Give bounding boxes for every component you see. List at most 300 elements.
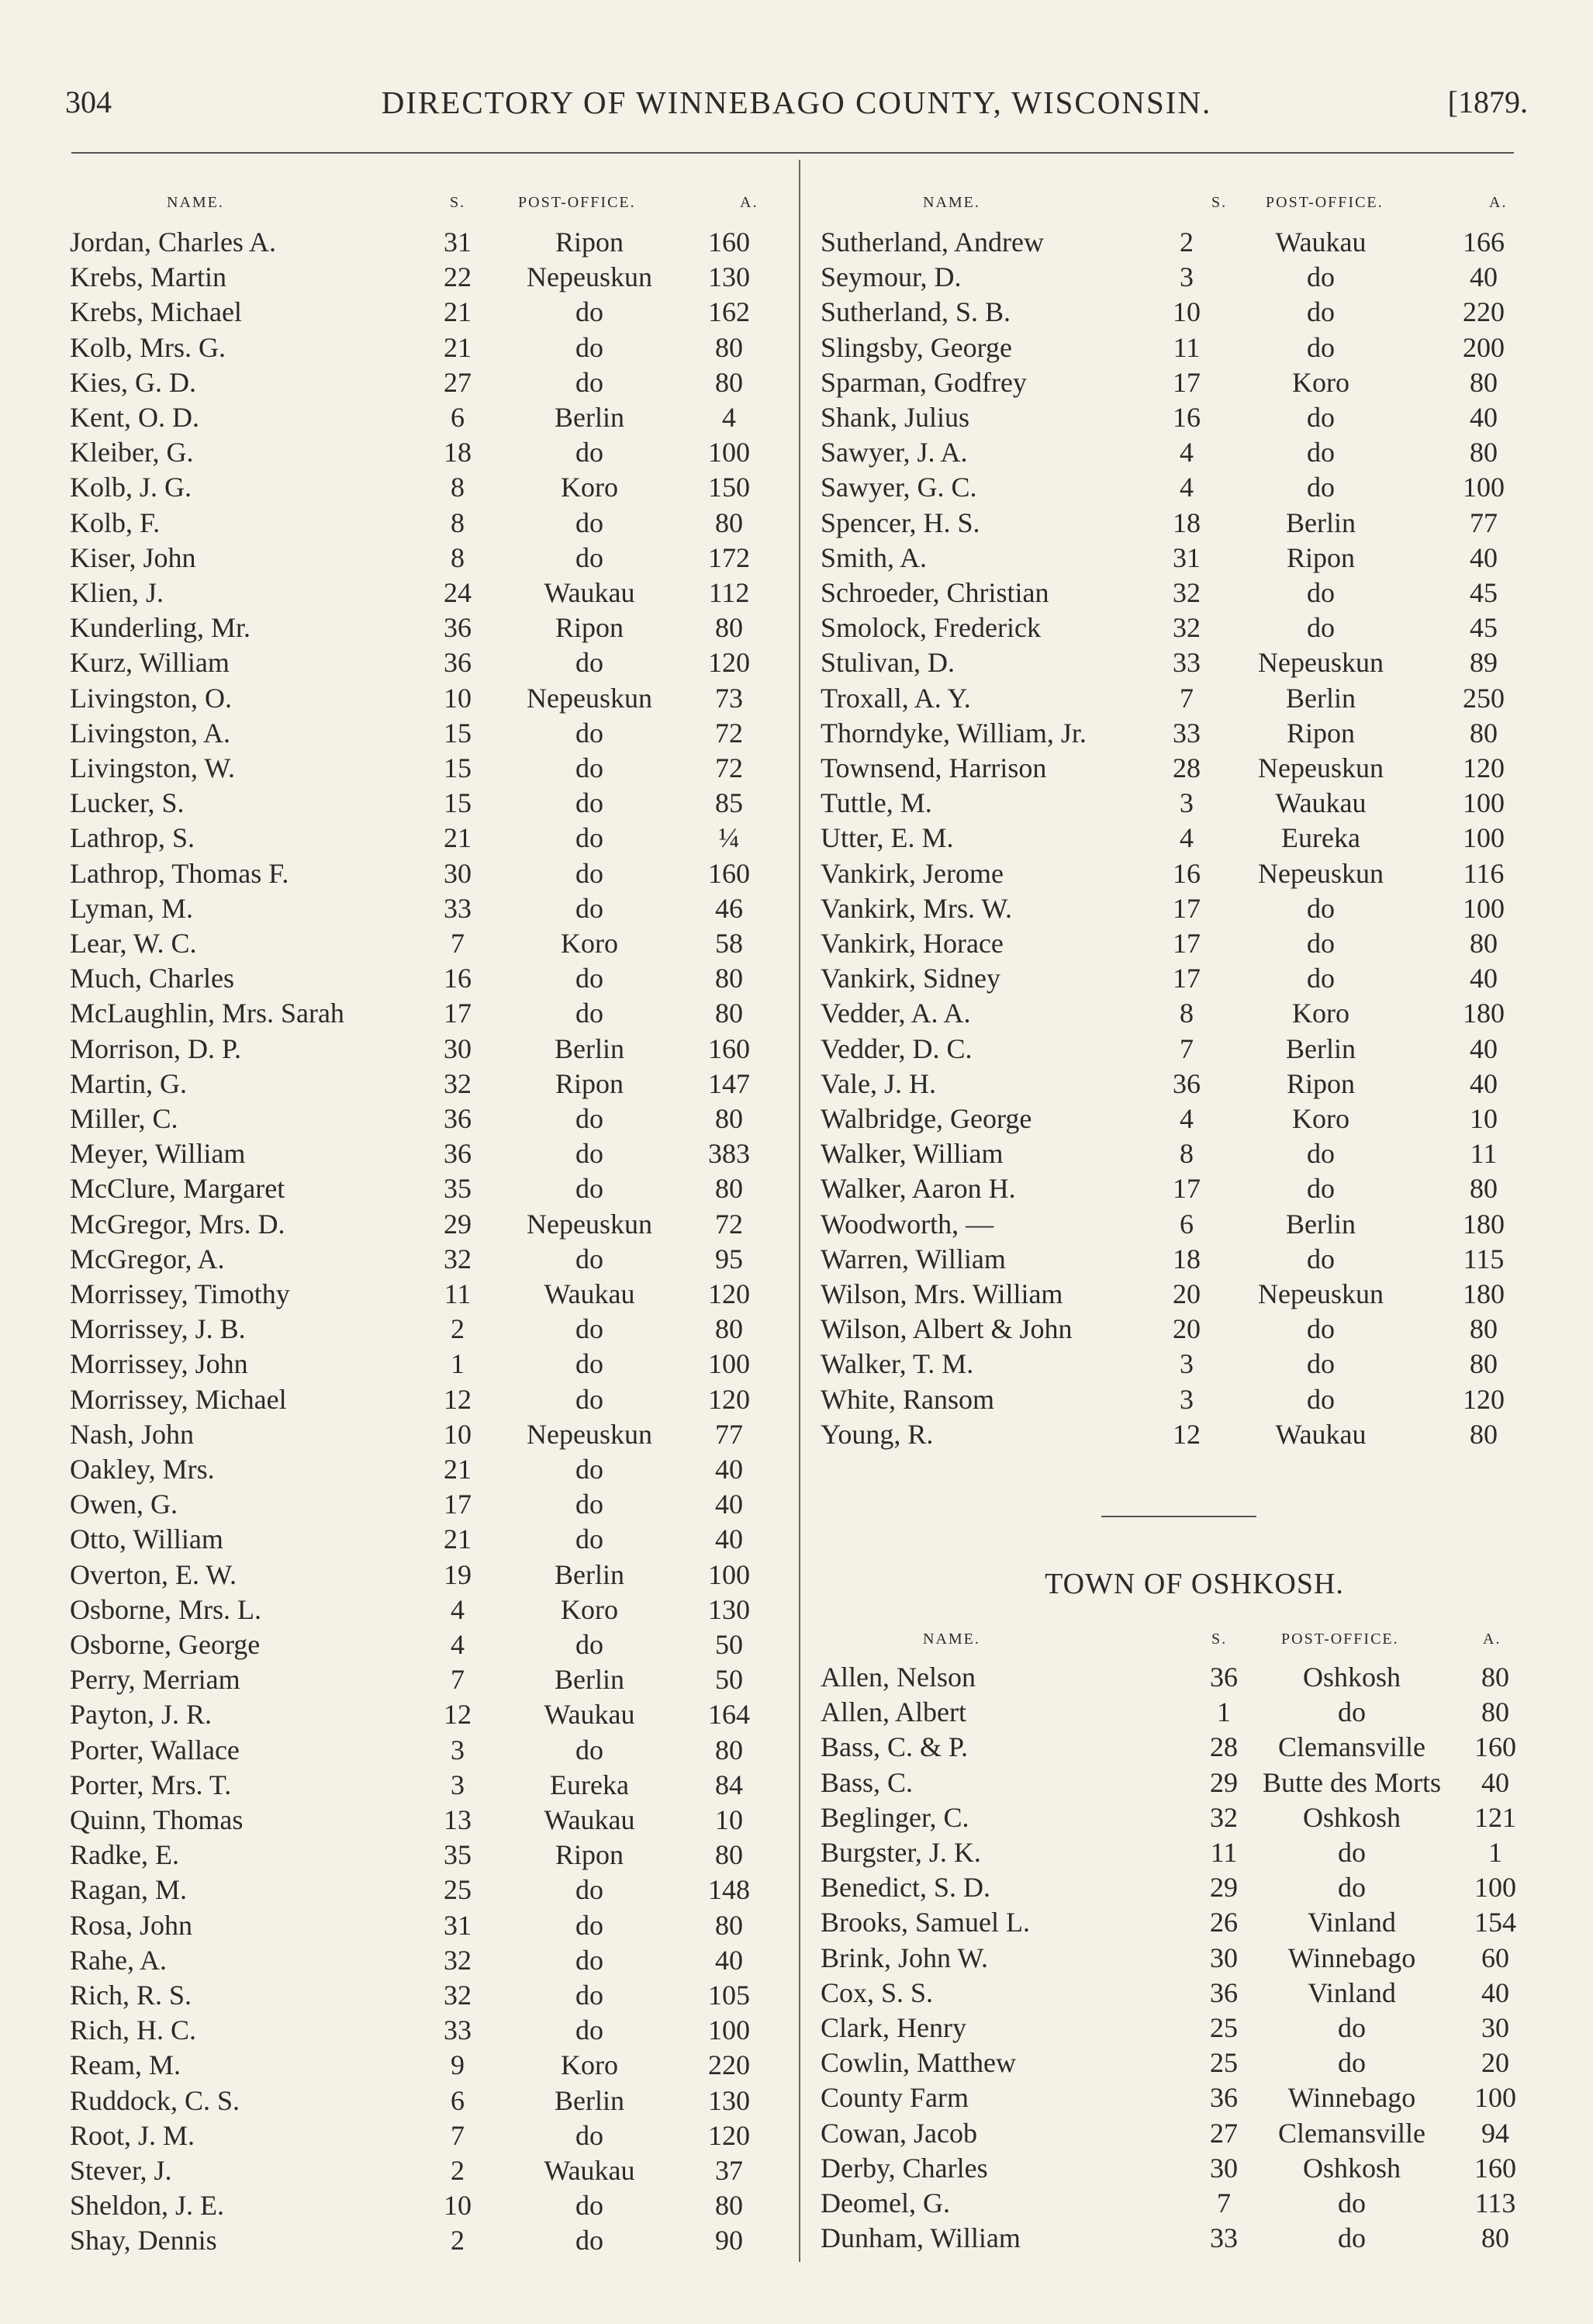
entry-post-office: Nepeuskun [527, 1208, 652, 1240]
entry-acres: 45 [1470, 612, 1498, 644]
entry-section: 17 [444, 1489, 472, 1520]
entry-section: 19 [444, 1558, 472, 1590]
entry-section: 16 [1173, 857, 1201, 889]
entry-acres: 40 [1470, 402, 1498, 433]
directory-row [821, 1976, 1526, 2011]
directory-row [821, 926, 1526, 961]
entry-section: 36 [1210, 1976, 1238, 2008]
entry-section: 28 [1173, 752, 1201, 783]
entry-name: Livingston, W. [70, 752, 236, 783]
entry-section: 35 [444, 1173, 472, 1205]
directory-row [821, 1067, 1526, 1101]
directory-row [70, 365, 768, 400]
entry-section: 8 [1180, 998, 1194, 1029]
entry-post-office: Butte des Morts [1263, 1766, 1441, 1798]
entry-acres: 80 [1470, 1418, 1498, 1450]
entry-name: Oakley, Mrs. [70, 1454, 215, 1485]
entry-acres: 130 [708, 261, 750, 293]
directory-row [70, 1662, 768, 1697]
directory-row [70, 681, 768, 716]
entry-section: 3 [451, 1734, 465, 1765]
directory-row [70, 330, 768, 365]
entry-name: Lucker, S. [70, 787, 185, 819]
entry-post-office: Ripon [1286, 1067, 1355, 1099]
entry-section: 3 [451, 1769, 465, 1800]
entry-acres: 40 [1470, 261, 1498, 293]
entry-acres: 250 [1463, 682, 1505, 714]
directory-row [70, 786, 768, 821]
directory-row [70, 996, 768, 1031]
entry-acres: 120 [708, 2119, 750, 2151]
entry-post-office: do [1307, 612, 1335, 644]
entry-name: Lyman, M. [70, 892, 193, 924]
entry-name: Miller, C. [70, 1103, 178, 1134]
entry-post-office: do [575, 1243, 603, 1274]
entry-section: 11 [1210, 1837, 1238, 1868]
entry-name: Deomel, G. [821, 2187, 950, 2219]
town-of-oshkosh-title: TOWN OF OSHKOSH. [1045, 1568, 1344, 1600]
entry-acres: 45 [1470, 577, 1498, 608]
entry-section: 33 [1173, 717, 1201, 749]
entry-acres: 80 [715, 963, 743, 994]
entry-post-office: do [1307, 928, 1335, 959]
entry-section: 6 [451, 2084, 465, 2116]
entry-name: Osborne, George [70, 1629, 261, 1660]
entry-section: 35 [444, 1839, 472, 1871]
entry-section: 8 [1180, 1138, 1194, 1170]
entry-name: Vankirk, Sidney [821, 963, 1000, 994]
section-separator [1101, 1516, 1256, 1517]
entry-section: 30 [1210, 1942, 1238, 1973]
directory-row [70, 1452, 768, 1487]
directory-row [821, 1171, 1526, 1206]
directory-row [70, 1487, 768, 1522]
directory-row [821, 330, 1526, 365]
entry-acres: 80 [715, 1909, 743, 1941]
entry-name: Wilson, Albert & John [821, 1313, 1073, 1345]
entry-section: 29 [1210, 1766, 1238, 1798]
directory-row [70, 2048, 768, 2083]
entry-name: Bass, C. & P. [821, 1731, 969, 1763]
entry-acres: 11 [1470, 1138, 1498, 1170]
entry-post-office: do [1307, 963, 1335, 994]
entry-post-office: Berlin [555, 1032, 624, 1064]
entry-acres: 116 [1463, 857, 1505, 889]
entry-name: Vankirk, Jerome [821, 857, 1004, 889]
entry-post-office: do [575, 1980, 603, 2011]
entry-post-office: Ripon [1286, 717, 1355, 749]
entry-post-office: do [1307, 892, 1335, 924]
entry-section: 11 [1173, 331, 1201, 363]
entry-acres: 20 [1481, 2047, 1509, 2079]
entry-name: Sheldon, J. E. [70, 2190, 225, 2222]
directory-row [821, 786, 1526, 821]
directory-row [70, 1417, 768, 1452]
entry-section: 7 [1180, 1032, 1194, 1064]
directory-row [821, 2186, 1526, 2221]
directory-row [70, 506, 768, 541]
entry-acres: 58 [715, 928, 743, 959]
entry-post-office: Koro [561, 472, 618, 503]
entry-section: 8 [451, 507, 465, 538]
right-header-acres: A. [1489, 194, 1508, 211]
entry-name: Otto, William [70, 1523, 223, 1555]
entry-post-office: do [575, 822, 603, 854]
entry-section: 22 [444, 261, 472, 293]
entry-acres: ¼ [718, 822, 740, 854]
entry-acres: 100 [1463, 472, 1505, 503]
entry-section: 17 [1173, 963, 1201, 994]
entry-post-office: do [575, 998, 603, 1029]
entry-post-office: do [575, 1383, 603, 1415]
directory-row [70, 1978, 768, 2013]
directory-row [821, 1941, 1526, 1976]
entry-name: Burgster, J. K. [821, 1837, 981, 1868]
entry-acres: 85 [715, 787, 743, 819]
entry-section: 25 [444, 1874, 472, 1906]
entry-name: Shank, Julius [821, 402, 970, 433]
entry-name: Kies, G. D. [70, 366, 196, 398]
entry-post-office: do [1338, 2187, 1366, 2219]
directory-row [70, 2153, 768, 2188]
entry-section: 33 [1210, 2222, 1238, 2254]
directory-row [70, 1697, 768, 1732]
entry-name: Kurz, William [70, 647, 230, 679]
entry-section: 33 [444, 2014, 472, 2046]
entry-post-office: Koro [1292, 366, 1349, 398]
directory-row [821, 1800, 1526, 1835]
entry-acres: 80 [1470, 1173, 1498, 1205]
directory-row [70, 1242, 768, 1277]
entry-section: 12 [1173, 1418, 1201, 1450]
directory-row [70, 1136, 768, 1171]
entry-section: 32 [444, 1980, 472, 2011]
directory-row [70, 1101, 768, 1136]
entry-name: Morrissey, Timothy [70, 1278, 290, 1309]
entry-name: Slingsby, George [821, 331, 1012, 363]
entry-name: Vale, J. H. [821, 1067, 936, 1099]
entry-section: 4 [451, 1629, 465, 1660]
entry-name: Beglinger, C. [821, 1801, 969, 1833]
directory-row [821, 1417, 1526, 1452]
entry-acres: 80 [715, 507, 743, 538]
entry-name: Sutherland, Andrew [821, 227, 1044, 258]
entry-post-office: do [575, 752, 603, 783]
directory-row [821, 2046, 1526, 2080]
entry-name: Troxall, A. Y. [821, 682, 971, 714]
entry-name: Townsend, Harrison [821, 752, 1047, 783]
entry-name: Porter, Wallace [70, 1734, 240, 1765]
entry-section: 32 [444, 1944, 472, 1976]
entry-acres: 148 [708, 1874, 750, 1906]
entry-name: Walker, Aaron H. [821, 1173, 1016, 1205]
entry-acres: 60 [1481, 1942, 1509, 1973]
entry-section: 27 [444, 366, 472, 398]
entry-name: Vedder, D. C. [821, 1032, 973, 1064]
entry-section: 11 [444, 1278, 472, 1309]
entry-section: 17 [1173, 892, 1201, 924]
entry-section: 17 [444, 998, 472, 1029]
entry-name: Bass, C. [821, 1766, 914, 1798]
entry-acres: 100 [708, 1558, 750, 1590]
entry-acres: 164 [708, 1699, 750, 1731]
entry-name: Kent, O. D. [70, 402, 199, 433]
entry-section: 12 [444, 1383, 472, 1415]
entry-name: Livingston, O. [70, 682, 233, 714]
directory-row [821, 716, 1526, 751]
entry-post-office: Waukau [544, 1804, 635, 1835]
entry-post-office: do [575, 1734, 603, 1765]
entry-acres: 80 [715, 1173, 743, 1205]
entry-acres: 220 [708, 2049, 750, 2081]
entry-name: Sawyer, G. C. [821, 472, 977, 503]
page-header [65, 84, 1528, 133]
directory-row [70, 1347, 768, 1382]
entry-post-office: Waukau [1275, 787, 1367, 819]
entry-section: 27 [1210, 2117, 1238, 2149]
entry-post-office: Eureka [550, 1769, 629, 1800]
entry-post-office: Ripon [555, 1839, 624, 1871]
entry-name: Walker, T. M. [821, 1348, 974, 1380]
header-rule [71, 152, 1514, 154]
entry-post-office: do [575, 1909, 603, 1941]
entry-section: 17 [1173, 366, 1201, 398]
entry-name: Brooks, Samuel L. [821, 1907, 1030, 1938]
entry-section: 4 [1180, 472, 1194, 503]
entry-post-office: Ripon [555, 1067, 624, 1099]
entry-section: 31 [1173, 541, 1201, 573]
entry-acres: 162 [708, 296, 750, 328]
entry-section: 25 [1210, 2047, 1238, 2079]
entry-name: Vankirk, Horace [821, 928, 1004, 959]
entry-section: 2 [451, 1313, 465, 1345]
entry-name: Kleiber, G. [70, 437, 194, 469]
entry-name: Brink, John W. [821, 1942, 989, 1973]
entry-acres: 1 [1488, 1837, 1502, 1868]
entry-post-office: do [1307, 437, 1335, 469]
left-header-name: NAME. [167, 194, 224, 211]
entry-acres: 10 [1470, 1103, 1498, 1134]
entry-name: Kunderling, Mr. [70, 612, 251, 644]
entry-post-office: Oshkosh [1302, 2152, 1401, 2184]
directory-row [821, 1730, 1526, 1765]
directory-row [821, 435, 1526, 470]
entry-post-office: do [1338, 2222, 1366, 2254]
entry-acres: 160 [1474, 1731, 1516, 1763]
entry-name: Schroeder, Christian [821, 577, 1049, 608]
entry-section: 36 [444, 612, 472, 644]
entry-post-office: Koro [561, 1593, 618, 1625]
entry-acres: 115 [1463, 1243, 1505, 1274]
directory-row [821, 751, 1526, 786]
entry-acres: 50 [715, 1629, 743, 1660]
entry-section: 29 [1210, 1872, 1238, 1904]
entry-post-office: Berlin [555, 1558, 624, 1590]
entry-name: Kolb, F. [70, 507, 161, 538]
entry-post-office: Nepeuskun [527, 261, 652, 293]
entry-post-office: do [575, 1313, 603, 1345]
entry-acres: 150 [708, 472, 750, 503]
directory-row [70, 856, 768, 891]
entry-section: 1 [1217, 1696, 1231, 1728]
directory-row [821, 1277, 1526, 1312]
entry-section: 7 [451, 2119, 465, 2151]
directory-row [821, 2116, 1526, 2151]
entry-post-office: Clemansville [1278, 1731, 1425, 1763]
entry-post-office: do [1307, 1313, 1335, 1345]
entry-section: 4 [1180, 1103, 1194, 1134]
entry-section: 4 [1180, 822, 1194, 854]
entry-section: 30 [444, 857, 472, 889]
entry-post-office: do [1307, 1383, 1335, 1415]
entry-post-office: do [575, 857, 603, 889]
entry-post-office: do [575, 2014, 603, 2046]
directory-row [70, 1627, 768, 1662]
directory-row [821, 506, 1526, 541]
directory-row [70, 1032, 768, 1067]
entry-section: 29 [444, 1208, 472, 1240]
entry-name: Dunham, William [821, 2222, 1021, 2254]
directory-row [821, 961, 1526, 996]
entry-post-office: do [575, 2190, 603, 2222]
entry-name: Kolb, Mrs. G. [70, 331, 226, 363]
oshkosh-header-acres: A. [1483, 1631, 1501, 1648]
directory-row [70, 1733, 768, 1768]
entry-name: Morrissey, Michael [70, 1383, 287, 1415]
entry-name: Woodworth, — [821, 1208, 994, 1240]
entry-acres: 80 [1470, 437, 1498, 469]
entry-name: Klien, J. [70, 577, 164, 608]
directory-row [821, 2011, 1526, 2046]
entry-section: 18 [1173, 1243, 1201, 1274]
directory-row [70, 645, 768, 680]
oshkosh-header-section: S. [1211, 1631, 1228, 1648]
entry-section: 3 [1180, 1383, 1194, 1415]
entry-acres: 80 [715, 366, 743, 398]
entry-post-office: Waukau [544, 1278, 635, 1309]
entry-post-office: do [575, 963, 603, 994]
entry-acres: 100 [1463, 822, 1505, 854]
directory-row [70, 1768, 768, 1803]
entry-acres: 80 [715, 1734, 743, 1765]
directory-row [821, 645, 1526, 680]
entry-post-office: Eureka [1281, 822, 1360, 854]
entry-acres: 100 [1474, 2082, 1516, 2114]
entry-name: Quinn, Thomas [70, 1804, 244, 1835]
entry-section: 20 [1173, 1278, 1201, 1309]
entry-post-office: do [575, 1523, 603, 1555]
entry-section: 33 [444, 892, 472, 924]
entry-post-office: Oshkosh [1302, 1801, 1401, 1833]
entry-post-office: Winnebago [1287, 2082, 1416, 2114]
entry-section: 24 [444, 577, 472, 608]
page-number: 304 [65, 85, 112, 119]
entry-acres: 120 [708, 647, 750, 679]
entry-acres: 100 [1463, 787, 1505, 819]
entry-name: Derby, Charles [821, 2152, 988, 2184]
entry-name: Stulivan, D. [821, 647, 955, 679]
directory-row [70, 2118, 768, 2153]
entry-name: Utter, E. M. [821, 822, 954, 854]
entry-post-office: Waukau [1275, 227, 1367, 258]
entry-acres: 77 [715, 1418, 743, 1450]
entry-section: 36 [1173, 1067, 1201, 1099]
entry-post-office: do [575, 1944, 603, 1976]
right-header-name: NAME. [923, 194, 980, 211]
entry-section: 9 [451, 2049, 465, 2081]
entry-section: 31 [444, 227, 472, 258]
entry-section: 6 [451, 402, 465, 433]
entry-post-office: Nepeuskun [1258, 752, 1384, 783]
entry-post-office: do [1338, 1872, 1366, 1904]
directory-row [821, 295, 1526, 330]
entry-acres: 90 [715, 2225, 743, 2257]
page-year: [1879. [1447, 85, 1528, 119]
directory-row [70, 926, 768, 961]
entry-name: Ragan, M. [70, 1874, 187, 1906]
directory-row [821, 1347, 1526, 1382]
entry-acres: 147 [708, 1067, 750, 1099]
entry-section: 32 [1173, 577, 1201, 608]
entry-post-office: do [1338, 2012, 1366, 2043]
entry-acres: 105 [708, 1980, 750, 2011]
entry-section: 21 [444, 331, 472, 363]
directory-row [821, 1765, 1526, 1800]
entry-acres: 72 [715, 752, 743, 783]
directory-row [70, 2084, 768, 2118]
entry-acres: 100 [1463, 892, 1505, 924]
entry-name: Livingston, A. [70, 717, 231, 749]
entry-name: Meyer, William [70, 1138, 246, 1170]
entry-name: Martin, G. [70, 1067, 187, 1099]
entry-post-office: Waukau [544, 577, 635, 608]
entry-section: 17 [1173, 1173, 1201, 1205]
entry-acres: 40 [1470, 541, 1498, 573]
directory-row [821, 821, 1526, 856]
entry-name: Clark, Henry [821, 2012, 966, 2043]
right-header-post-office: POST-OFFICE. [1266, 194, 1384, 211]
entry-post-office: Ripon [1286, 541, 1355, 573]
entry-name: McClure, Margaret [70, 1173, 285, 1205]
directory-row [821, 1101, 1526, 1136]
entry-post-office: do [575, 1489, 603, 1520]
entry-post-office: do [1338, 1837, 1366, 1868]
entry-acres: 180 [1463, 1278, 1505, 1309]
entry-name: Ream, M. [70, 2049, 181, 2081]
directory-row [70, 225, 768, 260]
entry-section: 10 [444, 1418, 472, 1450]
entry-post-office: do [575, 892, 603, 924]
entry-name: Smith, A. [821, 541, 928, 573]
entry-post-office: Berlin [1286, 1208, 1356, 1240]
entry-acres: 80 [715, 998, 743, 1029]
entry-post-office: do [575, 2119, 603, 2151]
entry-post-office: do [1307, 1348, 1335, 1380]
directory-row [70, 2013, 768, 2048]
entry-section: 6 [1180, 1208, 1194, 1240]
entry-acres: 4 [722, 402, 736, 433]
entry-name: White, Ransom [821, 1383, 994, 1415]
entry-section: 2 [451, 2225, 465, 2257]
entry-name: Tuttle, M. [821, 787, 932, 819]
directory-row [70, 1558, 768, 1593]
entry-post-office: Berlin [555, 2084, 624, 2116]
directory-row [70, 1803, 768, 1838]
directory-row [70, 821, 768, 856]
entry-post-office: do [1307, 577, 1335, 608]
directory-row [70, 716, 768, 751]
directory-row [70, 1593, 768, 1627]
